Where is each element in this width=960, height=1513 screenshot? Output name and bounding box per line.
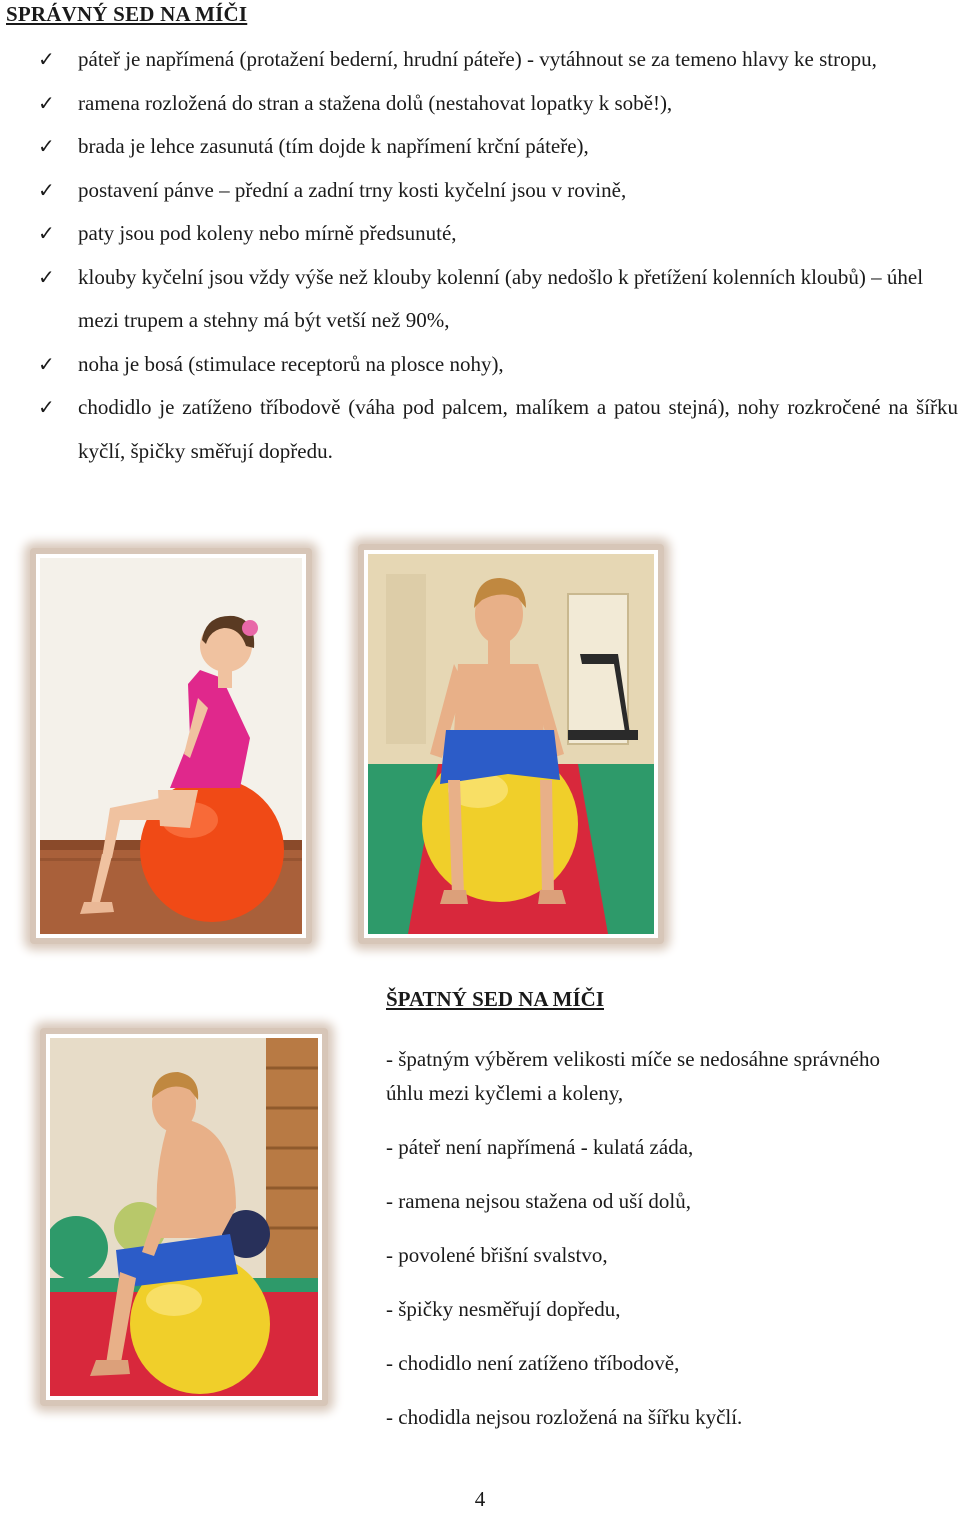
photo-man-correct-posture [358, 544, 664, 944]
checkmark-icon: ✓ [38, 47, 55, 71]
list-item: ✓ páteř je napřímená (protažení bederní, hrudní páteře) - vytáhnout se za temeno hlavy ke stropu, [38, 38, 958, 82]
list-item: ✓ noha je bosá (stimulace receptorů na plosce nohy), [38, 343, 958, 387]
photo-man-illustration [368, 554, 654, 934]
list-item: - chodidlo není zatíženo tříbodově, [386, 1351, 680, 1375]
checkmark-icon: ✓ [38, 221, 55, 245]
list-item: ✓ brada je lehce zasunutá (tím dojde k napřímení krční páteře), [38, 125, 958, 169]
photo-girl-illustration [40, 558, 302, 934]
checkmark-icon: ✓ [38, 264, 55, 289]
photo-man-incorrect-posture [40, 1028, 328, 1406]
good-sitting-title: SPRÁVNÝ SED NA MÍČI [6, 2, 248, 26]
list-item: - páteř není napřímená - kulatá záda, [386, 1135, 694, 1159]
checkmark-icon: ✓ [38, 351, 55, 376]
list-item: - špatným výběrem velikosti míče se nedosáhne správného úhlu mezi kyčlemi a koleny, [386, 1047, 880, 1105]
bad-sitting-title: ŠPATNÝ SED NA MÍČI [386, 987, 604, 1011]
list-item: ✓ chodidlo je zatíženo tříbodově (váha pod palcem, malíkem a patou stejná), nohy rozkročené na šířku kyčlí, špičky směřují dopředu. [38, 386, 958, 473]
list-item: ✓ klouby kyčelní jsou vždy výše než klouby kolenní (aby nedošlo k přetížení kolenních kloubů) – úhel mezi trupem a stehny má být vetší než 90%, [38, 256, 958, 343]
list-item: ✓ postavení pánve – přední a zadní trny kosti kyčelní jsou v rovině, [38, 169, 958, 213]
photo-man-bad-illustration [50, 1038, 318, 1396]
page-number: 4 [474, 1487, 486, 1511]
bad-sitting-section [386, 984, 946, 1454]
checkmark-icon: ✓ [38, 177, 55, 202]
checkmark-icon: ✓ [38, 395, 55, 419]
list-item: ✓ paty jsou pod koleny nebo mírně předsunuté, [38, 212, 958, 256]
list-item: - špičky nesměřují dopředu, [386, 1297, 621, 1321]
photo-girl-on-orange-ball [30, 548, 312, 944]
list-item: - chodidla nejsou rozložená na šířku kyčlí. [386, 1405, 743, 1429]
list-item: - povolené břišní svalstvo, [386, 1243, 608, 1267]
list-item: - ramena nejsou stažena od uší dolů, [386, 1189, 691, 1213]
checkmark-icon: ✓ [38, 90, 55, 115]
checkmark-icon: ✓ [38, 134, 55, 158]
good-sitting-list [38, 38, 958, 473]
list-item: ✓ ramena rozložená do stran a stažena dolů (nestahovat lopatky k sobě!), [38, 82, 958, 126]
